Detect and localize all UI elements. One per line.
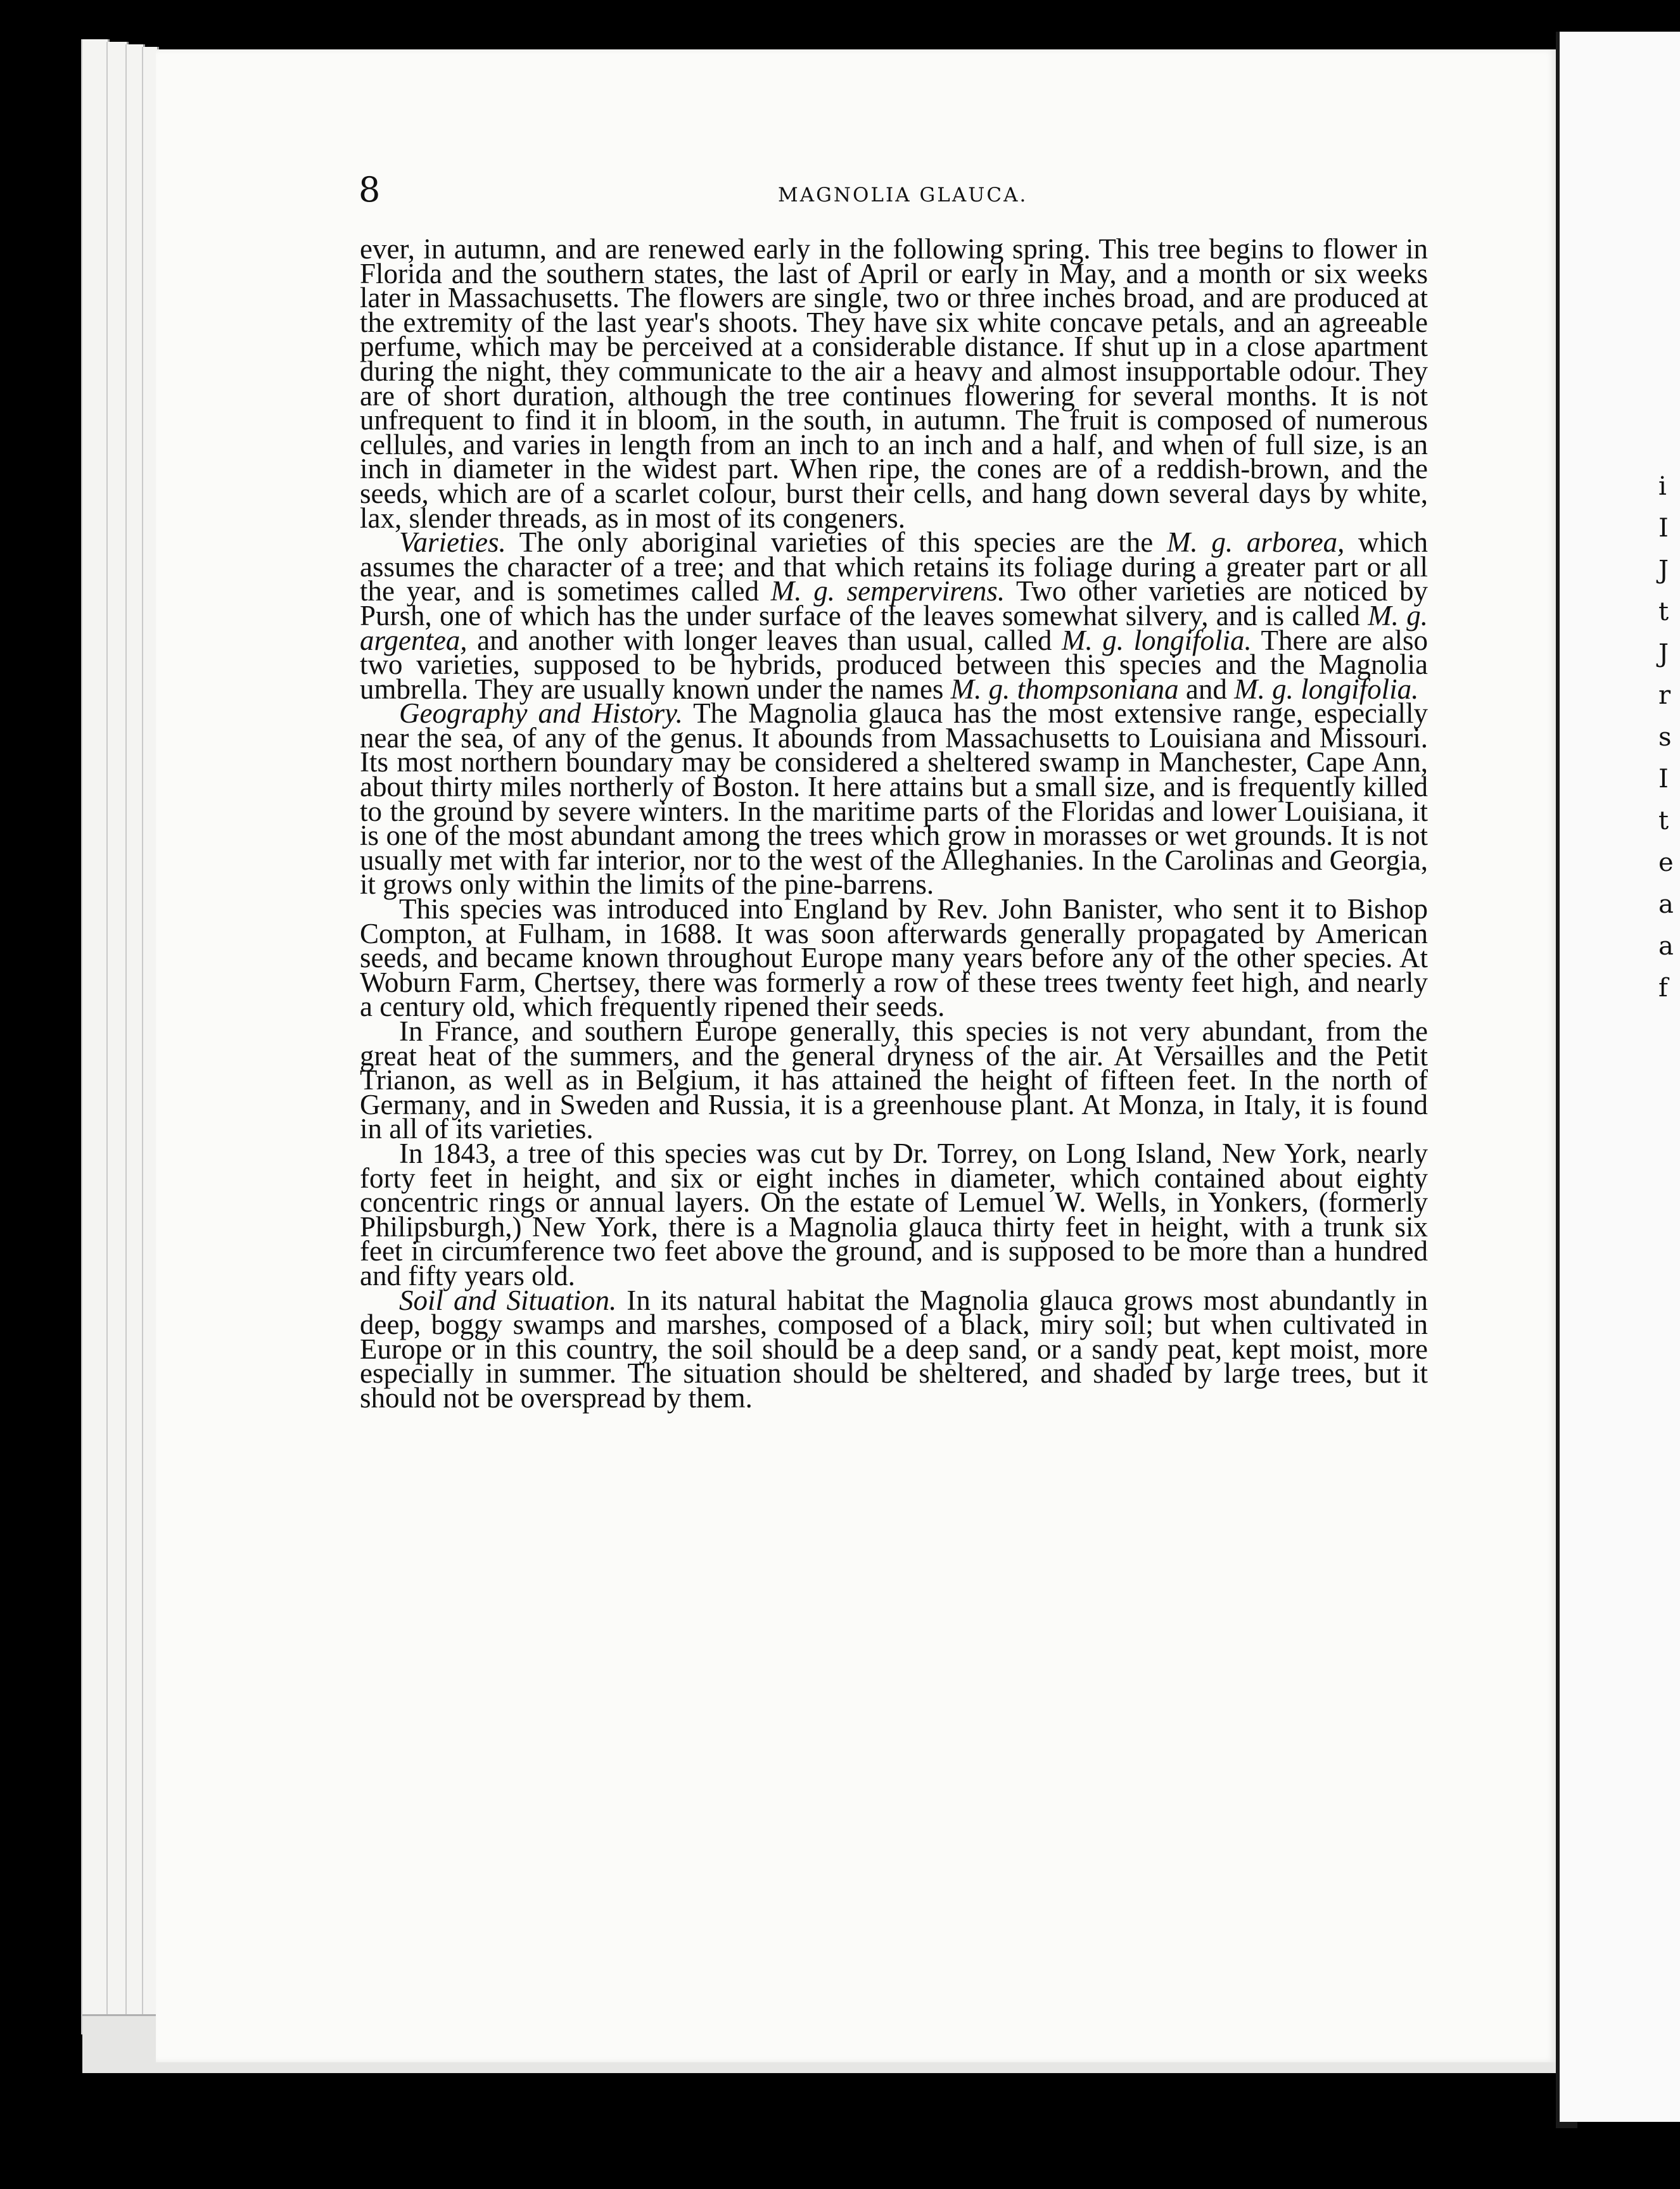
section-heading: Geography and History. <box>399 697 683 730</box>
text-run: There are also two varieties, supposed to be hybrids, produced between this species and the Magnolia umbrella. They are usually known under the names <box>360 624 1428 705</box>
variety-name: M. g. sempervirens. <box>770 575 1005 607</box>
paragraph-text: ever, in autumn, and are renewed early in the following spring. This tree begins to flower in Florida and the southern states, the last of April or early in May, and a month or six weeks later in Massachusetts. The flowers are single, two or three inches broad, and are produced at the extremity of the last year's shoots. They have six white concave petals, and an agreeable perfume, which may be perceived at a considerable distance. If shut up in a close apartment during the night, they communicate to the air a heavy and almost insupportable odour. They are of short duration, although the tree continues flowering for several months. It is not unfrequent to find it in bloom, in the south, in autumn. The fruit is composed of numerous cellules, and varies in length from an inch to an inch and a half, and when of full size, is an inch in diameter in the widest part. When ripe, the cones are of a reddish-brown, and the seeds, which are of a scarlet colour, burst their cells, and hang down several days by white, lax, slender threads, as in most of its congeners. <box>360 233 1428 534</box>
variety-name: M. g. longifolia. <box>1061 624 1252 656</box>
page-number: 8 <box>359 170 381 210</box>
fragment-letter: i <box>1658 472 1667 501</box>
paragraph-text: In France, and southern Europe generally, this species is not very abundant, from the great heat of the summers, and the general dryness of the air. At Versailles and the Petit Trianon, as well as in Belgium, it has attained the height of fifteen feet. In the north of Germany, and in Sweden and Russia, it is a greenhouse plant. At Monza, in Italy, it is found in all of its varieties. <box>360 1015 1428 1145</box>
fragment-letter: t <box>1658 597 1669 626</box>
variety-name: M. g. argentea, <box>360 599 1428 656</box>
paragraph-text: In its natural habitat the Magnolia glauca grows most abundantly in deep, boggy swamps and marshes, composed of a black, miry soil; but when cultivated in Europe or in this country, the soil should be a deep sand, or a sandy peat, kept moist, more especially in summer. The situation should be sheltered, and shaded by large trees, but it should not be overspread by them. <box>360 1284 1428 1414</box>
text-run: The only aboriginal varieties of this species are the <box>506 526 1167 559</box>
text-run: which assumes the character of a tree; and that which retains its foliage during a greater part or all the year, and is sometimes called <box>360 526 1428 607</box>
paragraph-varieties <box>360 526 1428 705</box>
paragraph-text: This species was introduced into England by Rev. John Banister, who sent it to Bishop Compton, at Fulham, in 1688. It was soon afterwards generally propagated by American seeds, and became known throughout Europe many years before any of the other species. At Woburn Farm, Chertsey, there was formerly a row of these trees twenty feet high, and nearly a century old, which frequently ripened their seeds. <box>360 893 1428 1023</box>
running-head: MAGNOLIA GLAUCA. <box>778 184 1028 206</box>
paragraph-1843 <box>360 1137 1428 1291</box>
fragment-letter: J <box>1658 639 1669 668</box>
paragraph-introduction-england <box>360 893 1428 1023</box>
fragment-letter: s <box>1658 723 1672 752</box>
paragraph-text: The Magnolia glauca has the most extensive range, especially near the sea, of any of the genus. It abounds from Massachusetts to Louisiana and Missouri. Its most northern boundary may be considered a sheltered swamp in Manchester, Cape Ann, about thirty miles northerly of Boston. It here attains but a small size, and is frequently killed to the ground by severe winters. In the maritime parts of the Floridas and lower Louisiana, it is one of the most abundant among the trees which grow in morasses or wet grounds. It is not usually met with far interior, nor to the west of the Alleghanies. In the Carolinas and Georgia, it grows only within the limits of the pine-barrens. <box>360 697 1428 901</box>
fragment-letter: e <box>1658 848 1674 877</box>
fragment-letter: J <box>1658 555 1669 585</box>
paragraph-soil <box>360 1284 1428 1414</box>
variety-name: M. g. thompsoniana <box>950 673 1179 705</box>
section-heading: Varieties. <box>399 526 506 559</box>
text-run: and <box>1178 673 1235 705</box>
next-page-strip <box>1560 32 1680 2122</box>
next-page-fragments <box>1658 466 1680 1009</box>
text-run: and another with longer leaves than usual, called <box>467 624 1062 656</box>
paragraph-flowering <box>360 233 1428 534</box>
fragment-letter: a <box>1658 890 1674 919</box>
fragment-letter: I <box>1658 765 1669 794</box>
section-heading: Soil and Situation. <box>399 1284 617 1316</box>
variety-name: M. g. arborea, <box>1166 526 1345 559</box>
fragment-letter: f <box>1658 974 1668 1003</box>
page-edge <box>81 39 110 2034</box>
variety-name: M. g. longifolia. <box>1234 673 1419 705</box>
paragraph-text: In 1843, a tree of this species was cut by Dr. Torrey, on Long Island, New York, nearly forty feet in height, and six or eight inches in diameter, which contained about eighty concentric rings or annual layers. On the estate of Lemuel W. Wells, in Yonkers, (formerly Philipsburgh,) New York, there is a Magnolia glauca thirty feet in height, with a trunk six feet in circumference two feet above the ground, and is supposed to be more than a hundred and fifty years old. <box>360 1137 1428 1291</box>
fragment-letter: r <box>1658 681 1671 710</box>
paragraph-geography <box>360 697 1428 901</box>
fragment-letter: I <box>1658 514 1669 543</box>
fragment-letter: t <box>1658 806 1669 835</box>
fragment-letter: a <box>1658 932 1674 961</box>
text-run: Two other varieties are noticed by Pursh, one of which has the under surface of the leaves somewhat silvery, and is called <box>360 575 1428 631</box>
body-text <box>360 233 1428 1414</box>
paragraph-france <box>360 1015 1428 1145</box>
